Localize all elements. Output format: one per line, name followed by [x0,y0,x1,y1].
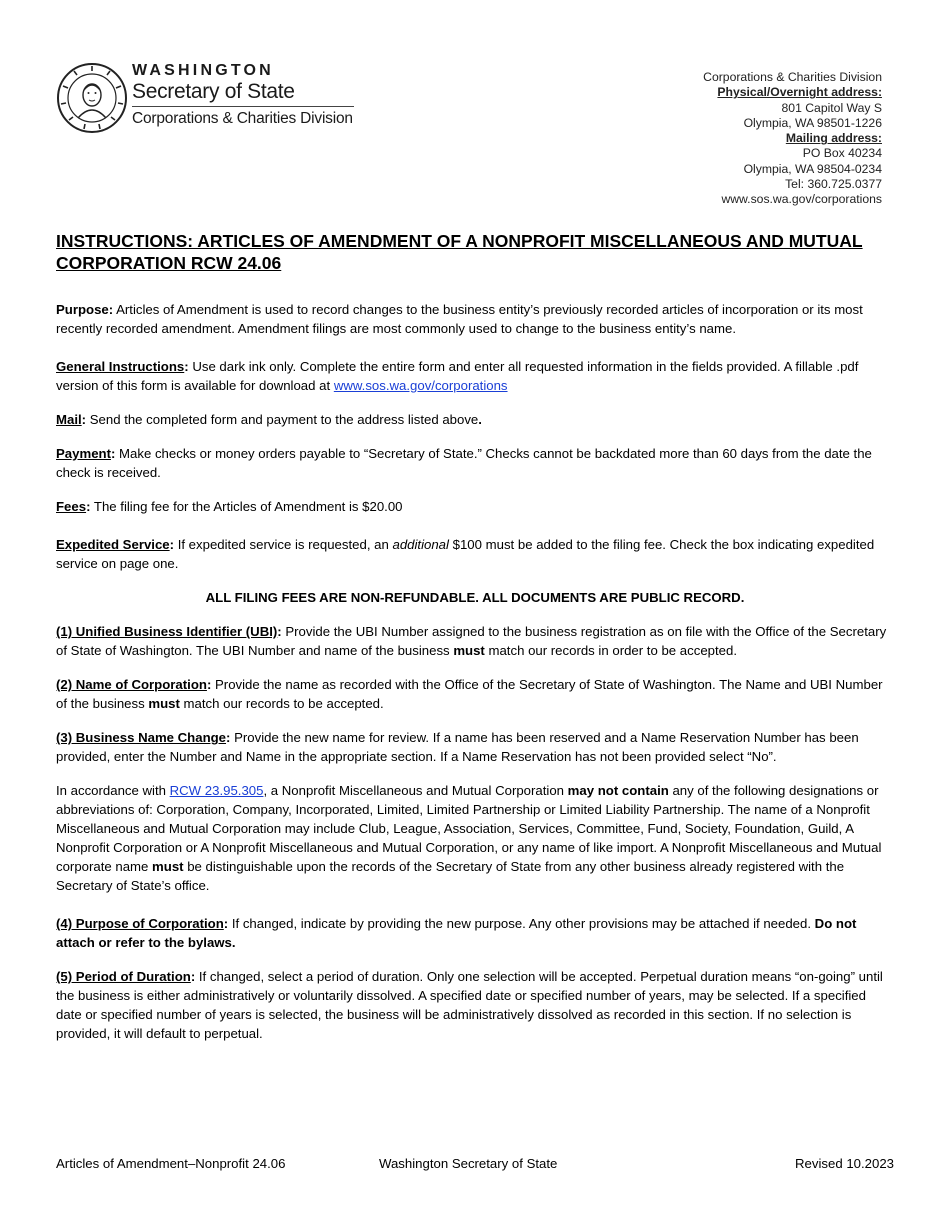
rcw-text-1: In accordance with [56,783,170,798]
duration-colon: : [190,969,196,984]
website: www.sos.wa.gov/corporations [721,192,882,207]
payment-colon: : [110,446,116,461]
rcw-text-2: , a Nonprofit Miscellaneous and Mutual Corporation [263,783,568,798]
address-division: Corporations & Charities Division [703,70,882,84]
physical-address-label: Physical/Overnight address: [717,85,882,100]
mailing-box: PO Box 40234 [802,146,882,161]
duration-label: (5) Period of Duration [56,969,191,984]
purpose-label: Purpose: [56,302,114,317]
footer-form-name: Articles of Amendment–Nonprofit 24.06 [56,1156,286,1171]
fees-label: Fees [56,499,87,514]
corporations-link[interactable]: www.sos.wa.gov/corporations [333,378,508,393]
name-must: must [148,696,180,711]
purpose-corporation-paragraph [56,914,894,952]
ubi-paragraph [56,622,894,660]
general-instructions-paragraph [56,357,894,395]
name-change-label: (3) Business Name Change [56,730,227,745]
expedited-text-1: If expedited service is requested, an [174,537,393,552]
payment-paragraph [56,444,894,482]
mail-label: Mail [56,412,82,427]
ubi-must: must [453,643,485,658]
rcw-text-4: be distinguishable upon the records of the Secretary of State from any other business already registered with the Secretary of State’s office. [56,859,845,893]
expedited-label: Expedited Service [56,537,170,552]
expedited-colon: : [169,537,175,552]
expedited-paragraph [56,535,894,573]
page-title: INSTRUCTIONS: ARTICLES OF AMENDMENT OF A NONPROFIT MISCELLANEOUS AND MUTUAL CORPORATION RCW 24.06 [56,231,863,273]
purpose-corporation-text: If changed, indicate by providing the new purpose. Any other provisions may be attached if needed. [228,916,815,931]
purpose-corporation-colon: : [223,916,229,931]
address-block [703,70,882,208]
ubi-text-1: Provide the UBI Number assigned to the business registration as on file with the Office of the Secretary of State of Washington. The UBI Number and name of the business [56,624,887,658]
rcw-paragraph [56,781,894,895]
duration-text: If changed, select a period of duration. Only one selection will be accepted. Perpetual duration means “on-going” until the business is either administratively or voluntarily dissolved. A specified date or specified number of years, may be selected. If a specified date or specified number of years is selected, the business will be administratively dissolved as recorded in this section. If no selection is provided, it will default to perpetual. [56,969,883,1041]
mail-paragraph [56,410,894,429]
mail-colon: : [81,412,87,427]
mail-period: . [478,412,482,427]
purpose-paragraph [56,300,894,338]
name-change-text: Provide the new name for review. If a name has been reserved and a Name Reservation Number has been provided, enter the Number and Name in the appropriate section. If a Name Reservation has not been provided select “No”. [56,730,859,764]
ubi-label: (1) Unified Business Identifier (UBI) [56,624,278,639]
instructions-body [56,300,894,1043]
sos-logo [56,62,386,142]
duration-paragraph [56,967,894,1043]
mailing-address-label: Mailing address: [785,131,882,146]
name-text-1: Provide the name as recorded with the Office of the Secretary of State of Washington. The Name and UBI Number of the business [56,677,883,711]
fees-paragraph [56,497,894,516]
name-change-paragraph [56,728,894,766]
general-instructions-text: Use dark ink only. Complete the entire form and enter all requested information in the fields provided. A fillable .pdf version of this form is available for download at [56,359,859,393]
physical-city: Olympia, WA 98501-1226 [743,115,882,130]
name-colon: : [206,677,212,692]
expedited-text-2: $100 must be added to the filing fee. Check the box indicating expedited service on page one. [56,537,875,571]
rcw-text-3: any of the following designations or abbreviations of: Corporation, Company, Incorporated, Limited, Limited Partnership or Limited Liability Partnership. The name of a Nonprofit Miscellaneous and Mutual Corporation may include Club, League, Association, Services, Committee, Fund, Society, Foundation, Guild, A Nonprofit Corporation or A Nonprofit Miscellaneous and Mutual Corporation, or any name of like import. A Nonprofit Miscellaneous and Mutual corporate name [56,783,882,874]
ubi-text-2: match our records in order to be accepted. [484,643,737,658]
name-change-colon: : [226,730,231,745]
rcw-link[interactable]: RCW 23.95.305 [169,783,264,798]
payment-text: Make checks or money orders payable to “Secretary of State.” Checks cannot be backdated more than 60 days from the date the check is received. [56,446,872,480]
physical-street: 801 Capitol Way S [781,100,882,115]
general-instructions-label: General Instructions [56,359,185,374]
state-seal-icon [56,62,128,134]
rcw-may-not-contain: may not contain [567,783,669,798]
name-text-2: match our records to be accepted. [179,696,384,711]
telephone: Tel: 360.725.0377 [785,177,882,192]
name-label: (2) Name of Corporation [56,677,207,692]
non-refundable-notice: ALL FILING FEES ARE NON-REFUNDABLE. ALL DOCUMENTS ARE PUBLIC RECORD. [205,590,745,605]
logo-state: WASHINGTON [132,62,274,79]
payment-label: Payment [56,446,111,461]
mail-text: Send the completed form and payment to the address listed above [86,412,479,427]
general-colon: : [184,359,189,374]
logo-office: Secretary of State [132,80,295,103]
name-paragraph [56,675,894,713]
fees-text: The filing fee for the Articles of Amendment is $20.00 [90,499,403,514]
footer-office: Washington Secretary of State [379,1156,558,1171]
logo-wordmark [132,62,354,128]
ubi-colon: : [277,624,282,639]
rcw-must: must [152,859,184,874]
mailing-city: Olympia, WA 98504-0234 [743,161,882,176]
purpose-text: Articles of Amendment is used to record changes to the business entity’s previously recorded articles of incorporation or its most recently recorded amendment. Amendment filings are most commonly used to change to the business entity’s name. [56,302,863,336]
bylaws-warning: Do not attach or refer to the bylaws. [56,916,857,950]
logo-divider [132,106,354,107]
logo-division: Corporations & Charities Division [132,110,353,127]
purpose-corporation-label: (4) Purpose of Corporation [56,916,224,931]
fees-colon: : [86,499,91,514]
footer-revision: Revised 10.2023 [795,1156,894,1171]
expedited-additional: additional [392,537,449,552]
